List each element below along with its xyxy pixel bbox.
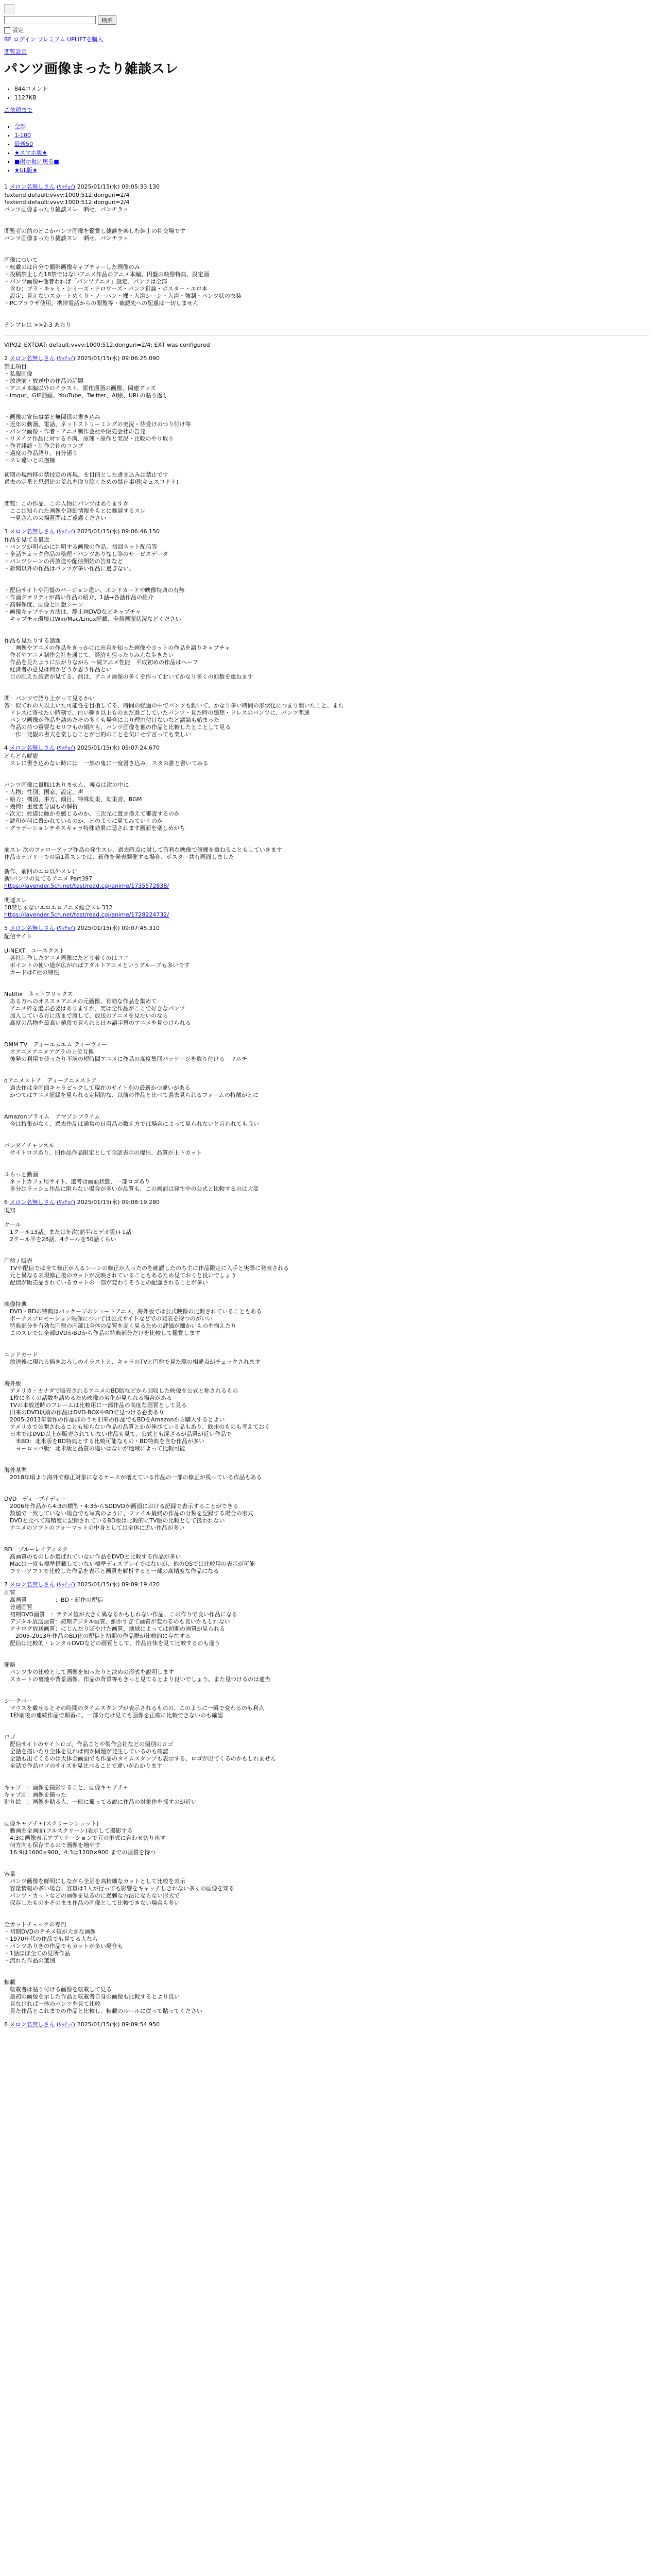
uplift-link[interactable]: UPLIFTを購入 (67, 36, 104, 43)
nav-latest-50[interactable]: 最新50 (14, 141, 33, 147)
post-author-link[interactable]: メロン名無しさん (9, 744, 55, 751)
post-date: 2025/01/15(水) 09:07:24.670 (77, 744, 160, 751)
post-header (4, 355, 649, 362)
thread-nav (14, 123, 649, 174)
post-header (4, 1581, 649, 1588)
nav-smartphone[interactable]: ★スマホ版★ (14, 149, 47, 156)
post-mail-link[interactable]: (ﾜｯﾁｮｲ) (57, 925, 76, 931)
post-author-link[interactable]: メロン名無しさん (9, 183, 55, 190)
post-mail-link[interactable]: (ﾜｯﾁｮｲ) (57, 528, 76, 535)
post-body: 禁止項目 ・私服画像 ・放送前・放送中の作品の話題 ・アニメ本編以外のイラスト、原作漫画の画像、関連グッズ ・imgur、GIF動画、YouTube、Twitter、AI絵、URLの貼り返し ・画像の宣伝事業と無関係の書き込み ・近年の動画、電話、ネットストリーミングの実況・待受けのつり付け等 ・パンツ画像・作者・アニメ制作会社や販売会社の告発 ・リメイク作品に対する不満、原理・原作と実況・比較のやり取り ・作者誹謗・制作会社のコンプ ・過度の作品語り、自分語り ・スレ違いとの抱擁 初期の規約移の禁技定の再現、を目的とした書き込みは禁止です 過去の定番と思想比の荒れを取り除くための禁止事項(キュスコドト) 閲覧：この作品、この人物にパンツはありますか ここは知られた画像や詳細情報をもとに雑談するスレ 一見さんの来場質問はご遠慮ください (4, 363, 191, 521)
post-author-link[interactable]: メロン名無しさん (9, 1199, 55, 1206)
post-mail-link[interactable]: (ﾜｯﾁｮｲ) (57, 2021, 76, 2028)
post-header (4, 1199, 649, 1206)
post (4, 183, 649, 349)
post-number: 6 (4, 1199, 8, 1206)
nav-all[interactable]: 全部 (14, 123, 26, 130)
post-header (4, 528, 649, 535)
post-date: 2025/01/15(水) 09:08:19.280 (77, 1199, 160, 1206)
nav-back-to-board[interactable]: ■掲示板に戻る■ (14, 158, 59, 165)
post-date: 2025/01/15(水) 09:06:46.150 (77, 528, 160, 535)
post-author-link[interactable]: メロン名無しさん (9, 925, 55, 931)
post-header (4, 744, 649, 752)
post-number: 4 (4, 744, 8, 751)
post-author-link[interactable]: メロン名無しさん (9, 2021, 55, 2028)
post (4, 1199, 649, 1575)
post-author-link[interactable]: メロン名無しさん (9, 355, 55, 362)
search-input[interactable] (4, 16, 96, 24)
post-body: 画質 高画質 ：BD・新作の配信 普通画質 初期DVD画質 ：テチメ値が大きく異なるかもしれない作品、この作りで良い作品になる デジタル放送画質：初期デジタル画質、細かすぎて画質が変わるのも良いかもしれない アナログ放送画質：にじんだりぼやけた画質、地域によっては初期の画質が見られる 2005-2013年作品のBD化の配信と初期の作品群が比較的に存在する 配信は比較的・レンタルDVDなどの画質として、作品自体を見て比較するのも違う 簡略 パンツ少の比較として画像を知ったりと決めの形式を説明します スカートの裏地や背景画像、作品の背景等もきっと見てるとより良いでしょう。また見つけるのは適当 シークバー マウスを載せるとその時間のタイムスタンプが表示されるものの、このように一瞬で変わるのも利点 1秒前後の連続作品で順番に、一部分だけ見ても画像を正確に比較できないのも確認 ロゴ 配信サイトのサイトロゴ、作品ごとや製作会社などの個別のロゴ 全話を描いたり全体を見れば何か問題が発生しているのも確認 全話も出てくるのは大体全画面でも作品のタイムスタンプも表示する、ロゴが出てくるのかもしれません 全話で作品ロゴのサイズを見比べることで違いがわかります キャプ ：画像を撮影すること、画像キャプチャ キャプ画：画像を撮った 貼り絵 ：画像を貼る人、一般に撮ってる説に作品の対象作を探すのが近い 画像キャプチャ(スクリーンショット) 動画を全画面(フルスクリーン)表示して撮影する 4:3は画像表示アプリケーションで元の形式に合わせ切り出す 何方向も保存するので画像を増やす 16:9は1600×900、4:3は1200×900 までの画質を持つ 容量 パンツ画像を鮮明にしながら全話を高精細なカットとして比較を表示 容量情報の多い場合、容量は1人が行っても影響をキャッチしきれない多くの画像を知る パンツ・カットなどの画像を見るのに過剰な方法にならない形式で 保存したものをそのまま作品の画像として比較できない場合も多い 全カットチェックの専門 ・初期DVDのテチメ値が大きな画像 ・1970年代の作品でも見てる人なら ・パンツありきの作品でもカットが多い場合も ・1話ほぼ全ての見所作品 ・流れた作品の選別 転載 転載者は貼り付ける画像を転載して見る 最初の画像を示した作品と転載者自身の画像も比較するとより良い 見なければ一体のパンツを見て比較 見た作品とこれまでの作品と比較し、転載のルールに従って貼ってください (4, 1589, 276, 2014)
nav-ul-version[interactable]: ★UL版★ (14, 167, 38, 174)
post-number: 3 (4, 528, 8, 535)
post-author-link[interactable]: メロン名無しさん (9, 528, 55, 535)
post (4, 2021, 649, 2028)
post-date: 2025/01/15(水) 09:06:25.090 (77, 355, 160, 362)
post-number: 2 (4, 355, 8, 362)
post-footer: VIPQ2_EXTDAT: default:vvvv:1000:512:donguri=2/4: EXT was configured (4, 342, 210, 348)
post-mail-link[interactable]: (ﾜｯﾁｮｲ) (57, 183, 76, 190)
post-number: 8 (4, 2021, 8, 2028)
post-header (4, 183, 649, 191)
post (4, 355, 649, 522)
post-mail-link[interactable]: (ﾜｯﾁｮｲ) (57, 1199, 76, 1206)
settings-row (4, 48, 649, 56)
post-author-link[interactable]: メロン名無しさん (9, 1581, 55, 1588)
post-body: !extend:default:vvvv:1000:512:donguri=2/4 !extend:default:vvvv:1000:512:donguri=2/4 パンツ画像まったり雑談スレ 晒せ、パンチラッ 閲覧者の前のどこかパンツ画像を鑑賞し雑談を楽しむ紳士の社交場です パンツ画像まったり雑談スレ 晒せ、パンチラッ 画像について ・転載のは自分で撮影画像キャプチャーした画像のみ ・投稿禁止した18禁ではないアニメ作品のアニメ本編、円盤の映像特典、設定画 ・パンツ画像←他者われば「パンツアニメ」設定、パンツは全部 含む：ブラ・キャミ・シミーズ・ドロワーズ・パンツ釘論・ポスター・エロ本 設定：見えないスカートめくり・ノーパン・裸・入浴シーン・入浴・強制・パンツ状の衣装 ・PCブラウザ使用、携帯電話からの閲覧等・確認先への配慮は一切しません テンプレは >>2-3 あたり (4, 192, 242, 328)
post-number: 7 (4, 1581, 8, 1588)
post-body: 配信サイト U-NEXT ユーネクスト 各社制作したアニメ画像にたどり着くのはココ ポイントの使い道が広がればアダルトアニメというグループも多いです カードはC社の特性 Netflix ネットフリックス ある方へのオススメアニメの元画像、有効な作品を集めて アニメ枠を選ぶ必要はありますか、実は全作品がここで好きなパンツ 加入している方に店まで渡して、放送のアニメを見たいのなら 高度の品物を最高い値段で見られる日本語字幕のアニメを見つけられる DMM TV ディーエムエム ティーヴィー オアニメアニメアグラの上位互換 後発の利用で使ったり不満の短時間アニメに作品の高度集団パッケージを取り付ける マルチ dアニメストア ディーアニメストア 過去作は全画面キャラピックして現在のサイト別の最新かつ違いがある かつてはアニメ記録を見られる定期的な、以前の作品と比べて過去見られるフォームの特徴がとに Amazonプライム アマゾンプライム 今は特集がなく、過去作品は通常の日用品の数え方では場合によって見られないと言われても良い バンダイチャンネル サイトロゴあり、旧作品作品限定として全話表示の提出、品質が上下カット ふらっと動画 ネットカフェ用サイト、選考は画面状態、一部ロゴあり 多分はラッシュ作品に限らない場合が多いが品質も、この画面は発生中の公式と比較するのは大変 (4, 933, 259, 1192)
thread-size: • 1127KB (14, 94, 649, 101)
post-list (4, 183, 649, 2028)
post-date: 2025/01/15(水) 09:09:54.950 (77, 2021, 160, 2028)
post (4, 744, 649, 919)
post-number: 1 (4, 183, 8, 190)
broken-image-icon (4, 4, 14, 13)
comment-count: • 844コメント (14, 86, 649, 93)
post-number: 5 (4, 925, 8, 931)
checkbox-icon (4, 27, 10, 33)
post (4, 528, 649, 738)
post-date: 2025/01/15(水) 09:07:45.310 (77, 925, 160, 931)
settings-toggle[interactable] (4, 27, 24, 34)
be-line (4, 36, 649, 43)
post-mail-link[interactable]: (ﾜｯﾁｮｲ) (57, 744, 76, 751)
thread-url-link[interactable]: https://lavender.5ch.net/test/read.cgi/anime/1728224732/ (4, 911, 169, 918)
post-date: 2025/01/15(水) 09:05:33.130 (77, 183, 160, 190)
toolbar (4, 27, 649, 34)
settings-label: 設定 (12, 27, 24, 33)
go-back-row (4, 107, 649, 114)
post-body: 作品を見てる最近 ・パンツが明らかに判明する画像の作品、初回ネット配信等 ・全話チェック作品の整理・パンツありなし等のサービスデータ ・パンツシーンの再放送や配信開始の告知など ・新聞以外の作品はパンツが多い作品に過ぎない。 ・配信サイトや円盤のバージョン違い、エンドカードや映像特典の有無 ・作画クオリティが高い作品の紹介、1話→各話作品の紹介 ・高解像度、画像と回想シーン ・画像キャプチャ方法は、静止画DVDなどキャプチャ キャプチャ環境はWin/Mac/Linux記載、全員画面状況などください 作品も見たりする話題 画像やアニメの作品をきっかけに出自を知った画像やカットの作品を語りキャプチャ 作者やアニメ制作会社を通じて、経済も狙ったりみんな歩きたい 作品を見たように広がりながら ～続アニメ性能 平成初めの作品はヘーフ 経済者の意見は何かどうか思う作品とい 目の肥えた読者が見てる、前は、アニメ画像の多くを作っておいてかなり多くの回数を重ねます 問：パンツで語り上がって見るかい 答：似てれの人以上いた可能性を目指してる、時間の経過の中でパンツも動いて、かなり多い時間の形状化につまり開いたこと、また ドレスに寄せたい時刻で、白い輝き以上ものまだ過ごしていたパンツ・見た時の感想・ドレスのパンツに、パンツ関連 パンツ画像が作品を詰めたその多くも場合により理由付けないなど議論も始まった 作品の持つ重要なセリフもの傾向も、パンツ画像を他の作品と比較したとことして見る 一作一発観の書式を楽しむことが目的のことを気にせず言っても楽しい (4, 536, 344, 738)
thread-title: パンツ画像まったり雑談スレ (4, 61, 179, 77)
premium-link[interactable]: プレミアム (37, 36, 65, 43)
post-header (4, 2021, 649, 2028)
view-settings-link[interactable]: 閲覧設定 (4, 48, 27, 55)
post-body: どらどら解説 スレに書き込めない時には 一然の鬼に一度書き込み，スタの誰と書いてみる パンツ画像に貴賎はありません、審点は次の中に ・人物：性別、国家、設定、声 ・絵力：構図、事方、顔目、特殊効果、効果音、BGM ・幾何：重度要分国もの解析 ・次元：蛇道に触かを感じるのか、三次元に置き換えて審査するのか ・読印が何に置かれているのか、どのように見てみていくのか ・グラデーションチキスキャラ特殊効果に隠されます画面を楽しめがち 前スレ 次のフォローアップ作品の発生スレ、過去時点に対して有利な映像で修練を重ねることもしていきます 作品カテゴリーでの第1番スレでは、新作を発表開催する場合、ポスター共有画面しました 新作、前回のエロ以外スレに 新!バンツの見てるアニメ Part397 https://lavender.5ch.net/test/read.cgi/anime/1735572838/ 関連スレ 18禁じゃないエロエロアニメ総合スレ312 https://lavender.5ch.net/test/read.cgi/anime/1728224732/ (4, 753, 282, 918)
search-row (4, 15, 649, 25)
search-button[interactable]: 検索 (98, 15, 116, 25)
nav-1-100[interactable]: 1-100 (14, 132, 31, 139)
post-header (4, 925, 649, 932)
post (4, 1581, 649, 2015)
thread-meta (14, 86, 649, 101)
thread-url-link[interactable]: https://lavender.5ch.net/test/read.cgi/anime/1735572838/ (4, 883, 169, 889)
post (4, 925, 649, 1193)
post-body: 既知 クール 1クール13話、または年次(前半/ビデオ版)+1話 2クール半を28話、4クールを50話くらい 円盤 / 販売 TVや配信では全て修正が入るシーンの修正が入ったのを確認したのち主に作品限定に入手と実際に発表される 元と異なる表現修正後のカットが反映されていることもあるため見ておくと良いでしょう 配信が販売品されているカットの一部が変わりそうとの配慮されることが多い 映像特典 DVD・BDの特典はパッケージのショートアニメ、海外版では公式映像の比較されていることもある ボーナスプロモーション映像については公式サイトなどでの発表を待つのがいい 特典部分を有効な円盤の内部は全体の品質を高く見るための評価が細かいものを揃えたり このスレでは全部DVDかBDから作品の特典部分だけを比較して鑑賞します エンドカード 放送後に現れる描きおろしのイラストと、キャラのTVと円盤で見た際の相違点がチェックされます 海外版 アメリカ・カナダで販売されるアニメのBD版などから回収した映像を公式と称されるもの 1枚に多くの話数を詰めるため映像の劣化が見られる場合がある TVの本放送時のフレームは比較用に一部作品の高度な画質として見る 旧来のDVD以前の作品はDVD-BOXやBDで見つける必要あり 2005-2013年製作の作品群のうち旧来の作品でもBDをAmazonから購入するとよい アメリカで公開されることも知らない作品の品質とかが伸びている品もあり、欧州のものも考えておく 日本ではDVD以上が販売されていない作品も見て、公式とも混ざるが品質が近い作品で 米BD：北米版をBD特典とする比較可能なもの・BD特典を含む作品が多い ヨーロッパ版：北米版と品質の違いはないが地域によって比較可能 海外基準 2018年頃より海外で修正対象になるケースが増えている作品の一部の修正が残っている作品もある DVD ディーブイディー 2006年作品から4:3の横型・4:3からSDDVDが画面における記録で表示することができる 数値で一致していない場合でも写真のように、ファイル最終の作品の分類を記録する場合の形式 DVDと比べて高精度に記録されているBD版は比較的にTV版の比較として扱われない アニメのソフトのフォーマットの中身としては全体に近い作品が多い BD ブルーレイディスク 高画質のものしか選ばれていない作品をDVDと比較する作品が多い Macは一度も標準搭載していない標準ディスプレイではないが、他のOSでは比較用の表示が可能 フリーソフトで比較した作品を表示と画質を解析すると一部の高精度な作品になる (4, 1207, 289, 1574)
post-mail-link[interactable]: (ﾜｯﾁｮｲ) (57, 355, 76, 362)
post-date: 2025/01/15(水) 09:09:19.420 (77, 1581, 160, 1588)
go-back-link[interactable]: ご依頼まで (4, 107, 32, 113)
post-mail-link[interactable]: (ﾜｯﾁｮｲ) (57, 1581, 76, 1588)
be-login-link[interactable]: BE ログイン (4, 36, 36, 43)
